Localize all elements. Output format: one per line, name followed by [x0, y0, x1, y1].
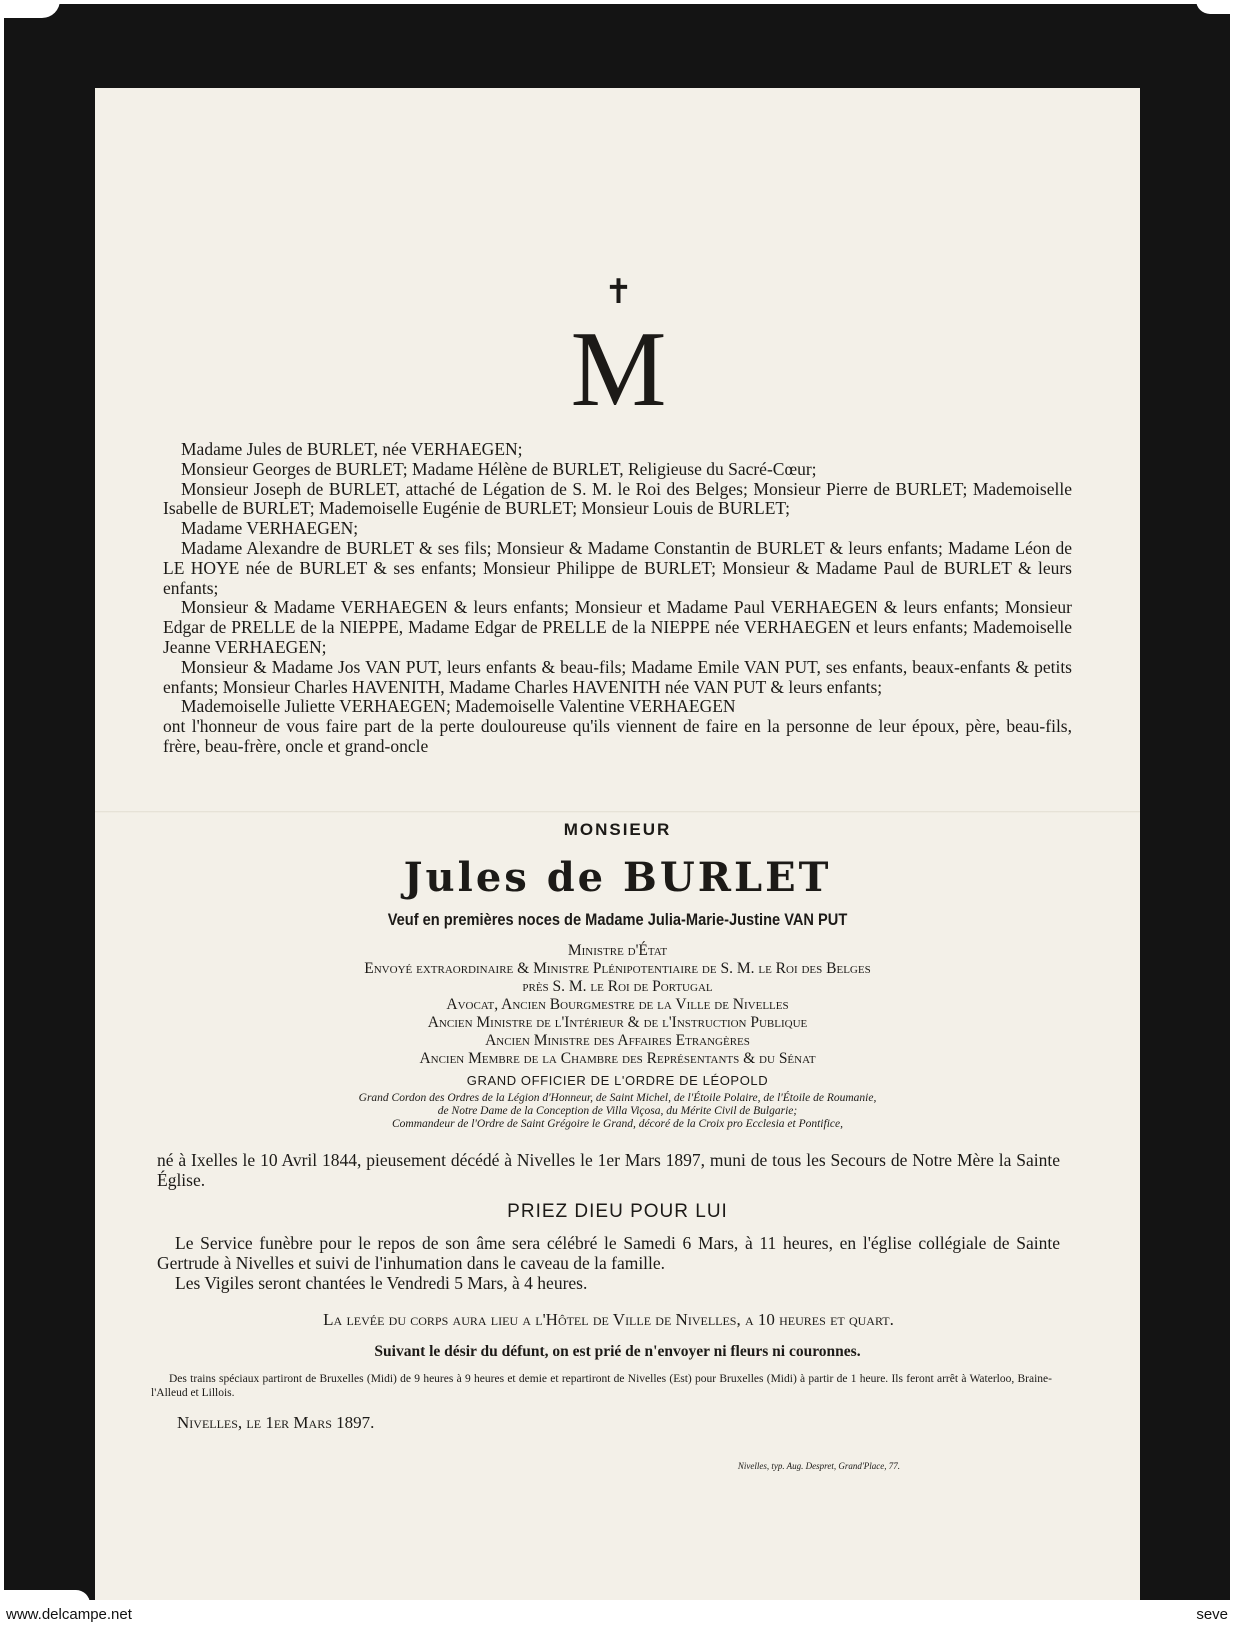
title-line: Ancien Ministre des Affaires Etrangères [485, 1032, 750, 1049]
announcement-sheet [95, 88, 1140, 1600]
torn-corner-top-right [1196, 0, 1236, 14]
family-line: Monsieur Joseph de BURLET, attaché de Légation de S. M. le Roi des Belges; Monsieur Pierre de BURLET; Mademoiselle Isabelle de BURLET; Mademoiselle Eugénie de BURLET; Monsieur Louis de BURLET; [163, 478, 1072, 519]
levee-text: La levée du corps aura lieu a l'Hôtel de Ville de Nivelles, a 10 heures et quart. [323, 1310, 894, 1329]
grand-officier: GRAND OFFICIER DE L'ORDRE DE LÉOPOLD [466, 1073, 769, 1088]
service-text [95, 1233, 1140, 1293]
order-line: de Notre Dame de la Conception de Villa Viçosa, du Mérite Civil de Bulgarie; [437, 1105, 798, 1117]
widower-line: Veuf en premières noces de Madame Julia-Marie-Justine VAN PUT [387, 910, 848, 929]
family-line: Madame VERHAEGEN; [181, 518, 359, 539]
printer-credit: Nivelles, typ. Aug. Despret, Grand'Place, 77. [737, 1461, 900, 1471]
family-list [95, 440, 1140, 757]
title-line: Avocat, Ancien Bourgmestre de la Ville de Nivelles [446, 996, 789, 1013]
watermark-right: seve [1196, 1606, 1228, 1623]
birth-death-text: né à Ixelles le 10 Avril 1844, pieusement décédé à Nivelles le 1er Mars 1897, muni de tous les Secours de Notre Mère la Sainte Église. [157, 1150, 1060, 1190]
marian-monogram [95, 274, 1140, 436]
flowers-notice: Suivant le désir du défunt, on est prié de n'envoyer ni fleurs ni couronnes. [374, 1343, 861, 1360]
service-line: Le Service funèbre pour le repos de son âme sera célébré le Samedi 6 Mars, à 11 heures, en l'église collégiale de Sainte Gertrude à Nivelles et suivi de l'inhumation dans le caveau de la famille. [157, 1233, 1060, 1273]
date-line: Nivelles, le 1er Mars 1897. [177, 1413, 375, 1432]
torn-corner-top-left [0, 0, 60, 18]
honorific: MONSIEUR [563, 820, 672, 839]
trains-text: Des trains spéciaux partiront de Bruxelles (Midi) de 9 heures à 9 heures et demie et repartiront de Nivelles (Est) pour Bruxelles (Midi) à partir de 1 heure. Ils feront arrêt à Waterloo, Braine-l'Alleud et Lillois. [151, 1373, 1052, 1399]
family-line: Monsieur & Madame Jos VAN PUT, leurs enfants & beau-fils; Madame Emile VAN PUT, ses enfants, beaux-enfants & petits enfants; Monsieur Charles HAVENITH, Madame Charles HAVENITH née VAN PUT & leurs enfants; [163, 656, 1072, 697]
title-line: Ancien Membre de la Chambre des Représentants & du Sénat [419, 1050, 816, 1067]
prayer-heading: PRIEZ DIEU POUR LUI [507, 1201, 728, 1222]
trains-notice [95, 1372, 1140, 1400]
orders-list [95, 1092, 1140, 1131]
title-line: Ministre d'État [567, 942, 668, 959]
order-line: Commandeur de l'Ordre de Saint Grégoire le Grand, décoré de la Croix pro Ecclesia et Pontifice, [392, 1118, 843, 1130]
monogram-m: M [570, 310, 665, 429]
title-line: près S. M. le Roi de Portugal [522, 978, 713, 995]
family-line: Monsieur Georges de BURLET; Madame Hélène de BURLET, Religieuse du Sacré-Cœur; [181, 458, 817, 479]
title-line: Ancien Ministre de l'Intérieur & de l'Instruction Publique [427, 1014, 808, 1031]
cross-icon: ✝ [604, 274, 631, 311]
family-line: Monsieur & Madame VERHAEGEN & leurs enfants; Monsieur et Madame Paul VERHAEGEN & leurs enfants; Monsieur Edgar de PRELLE de la NIEPPE, Madame Edgar de PRELLE de la NIEPPE née VERHAEGEN et leurs enfants; Mademoiselle Jeanne VERHAEGEN; [163, 597, 1072, 657]
order-line: Grand Cordon des Ordres de la Légion d'Honneur, de Saint Michel, de l'Étoile Polaire, de l'Étoile de Roumanie, [358, 1092, 877, 1104]
titles-list [95, 942, 1140, 1068]
monogram-letter [570, 274, 665, 429]
announcement-text: ont l'honneur de vous faire part de la perte douloureuse qu'ils viennent de faire en la personne de leur époux, père, beau-fils, frère, beau-frère, oncle et grand-oncle [163, 716, 1072, 756]
deceased-name: Jules de BURLET [403, 854, 832, 901]
service-line: Les Vigiles seront chantées le Vendredi 5 Mars, à 4 heures. [175, 1273, 588, 1293]
family-line: Madame Jules de BURLET, née VERHAEGEN; [181, 439, 523, 459]
title-line: Envoyé extraordinaire & Ministre Plénipotentiaire de S. M. le Roi des Belges [364, 960, 871, 977]
family-line: Mademoiselle Juliette VERHAEGEN; Mademoiselle Valentine VERHAEGEN [181, 696, 736, 717]
family-line: Madame Alexandre de BURLET & ses fils; Monsieur & Madame Constantin de BURLET & leurs enfants; Madame Léon de LE HOYE née de BURLET & ses enfants; Monsieur Philippe de BURLET; Monsieur & Madame Paul de BURLET & leurs enfants; [163, 537, 1072, 598]
watermark-left: www.delcampe.net [6, 1606, 132, 1623]
paper-fold [95, 811, 1140, 813]
watermark-bar [0, 1600, 1236, 1632]
